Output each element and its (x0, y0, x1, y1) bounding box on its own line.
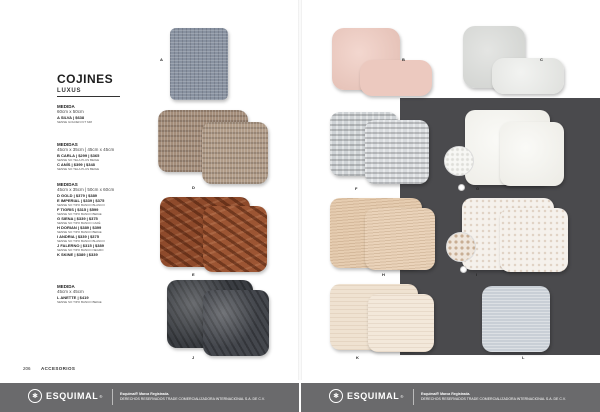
spec-note: SENSE SO TIPO BANCO BLANCO (57, 239, 105, 243)
legal-line-2: DERECHOS RESERVADOS TRADE COMERCIALIZADORA INTERNACIONAL S.A. DE C.V. (120, 397, 265, 401)
footer-right (301, 383, 600, 412)
spec-note: SENSE SO TIPO BANCO BEIGE (57, 212, 102, 216)
brand-logo (329, 389, 403, 403)
spec-item: L ANETTE | $419 (57, 295, 89, 300)
pillow-i-front (500, 208, 568, 272)
page-number: 206 (23, 366, 31, 371)
legal-line-1: Esquimal® Marca Registrada. (421, 392, 471, 396)
spec-note: SENSE SO TIPO BANCO BEIGE (57, 230, 102, 234)
spec-block-1 (57, 104, 137, 124)
spec-heading: MEDIDAS (57, 142, 78, 147)
product-label-b: B (402, 57, 405, 62)
footer-divider (112, 389, 113, 405)
pillow-b-front (360, 60, 432, 96)
spec-heading: MEDIDA (57, 284, 75, 289)
zoom-circle-icon (460, 266, 467, 273)
snowflake-icon: ✱ (28, 389, 42, 403)
product-label-l: L (522, 355, 525, 360)
spec-note: SENSE GOLDEN KIT 648 (57, 120, 92, 124)
legal-line-2: DERECHOS RESERVADOS TRADE COMERCIALIZADORA INTERNACIONAL S.A. DE C.V. (421, 397, 566, 401)
catalog-title: COJINES (57, 72, 114, 86)
spec-block-2 (57, 142, 137, 171)
product-label-d: D (192, 185, 195, 190)
spec-heading: MEDIDAS (57, 182, 78, 187)
spec-dimensions: 60cm x 50cm (57, 109, 84, 114)
title-divider (57, 96, 120, 97)
spec-dimensions: 45cm x 35cm | 50cm x 60cm (57, 187, 115, 192)
snowflake-icon: ✱ (329, 389, 343, 403)
swatch-g (444, 146, 474, 176)
spec-item: C ANÍS | $399 | $348 (57, 162, 95, 167)
spec-item: J FALERNO | $315 | $389 (57, 243, 104, 248)
pillow-j-front (203, 290, 269, 356)
spec-heading: MEDIDA (57, 104, 75, 109)
product-label-i: I (476, 272, 478, 277)
pillow-d-front (202, 122, 268, 184)
product-label-j: J (192, 355, 195, 360)
spec-dimensions: 45cm x 35cm | 45cm x 45cm (57, 147, 115, 152)
pillow-c-front (492, 58, 564, 94)
brand-name: ESQUIMAL (347, 391, 400, 401)
pillow-l (482, 286, 550, 352)
registered-mark: ® (99, 393, 103, 399)
spec-item: I ANDRIA | $339 | $375 (57, 234, 99, 239)
legal-line-1: Esquimal® Marca Registrada. (120, 392, 170, 396)
spec-item: B CARLA | $299 | $365 (57, 153, 100, 158)
spec-item: F TIGRIS | $315 | $599 (57, 207, 99, 212)
pillow-g-front (500, 122, 564, 186)
pillow-a (170, 28, 228, 100)
zoom-circle-icon (458, 184, 465, 191)
pillow-h-front (365, 208, 435, 270)
spec-note: SENSE SO TELA PLUS BEIGE (57, 158, 100, 162)
brand-logo (28, 389, 102, 403)
footer-legal (421, 392, 566, 402)
product-label-k: K (356, 355, 359, 360)
pillow-e-front (203, 206, 267, 272)
left-page (0, 0, 300, 380)
spec-item: H DORIAN | $389 | $399 (57, 225, 102, 230)
spec-note: SENSE SO TIPO BANCO CAFÉ (57, 221, 101, 225)
spec-dimensions: 45cm x 45cm (57, 289, 84, 294)
spec-note: SENSE SO TIPO BANCO BLANCO (57, 203, 105, 207)
spec-block-4 (57, 284, 137, 304)
product-label-a: A (160, 57, 163, 62)
brand-name: ESQUIMAL (46, 391, 99, 401)
footer-left (0, 383, 299, 412)
footer-divider (413, 389, 414, 405)
spec-note: SENSE SO TIPO BANCO NEGRO (57, 248, 104, 252)
product-label-c: C (540, 57, 543, 62)
spec-item: A SILVA | $638 (57, 115, 85, 120)
spec-item: G SIENA | $339 | $375 (57, 216, 98, 221)
product-label-e: E (192, 272, 195, 277)
page-gutter (298, 0, 302, 380)
registered-mark: ® (400, 393, 404, 399)
spec-item: E IMPERIAL | $339 | $375 (57, 198, 105, 203)
spec-block-3 (57, 182, 137, 257)
product-label-h: H (382, 272, 385, 277)
catalog-subtitle: LUXUS (57, 88, 82, 94)
footer-legal (120, 392, 265, 402)
spec-note: SENSE SO TELA PLUS BEIGE (57, 167, 100, 171)
swatch-i (446, 232, 476, 262)
product-label-g: G (476, 186, 480, 191)
spec-item: K SKINE | $389 | $339 (57, 252, 98, 257)
section-name: ACCESORIOS (41, 366, 76, 371)
spec-note: SENSE SO TIPO BANCO BEIGE (57, 300, 102, 304)
pillow-ef-front (365, 120, 429, 184)
product-label-f: F (355, 186, 358, 191)
spec-item: D GOLD | $379 | $389 (57, 193, 98, 198)
pillow-k-front (368, 294, 434, 352)
